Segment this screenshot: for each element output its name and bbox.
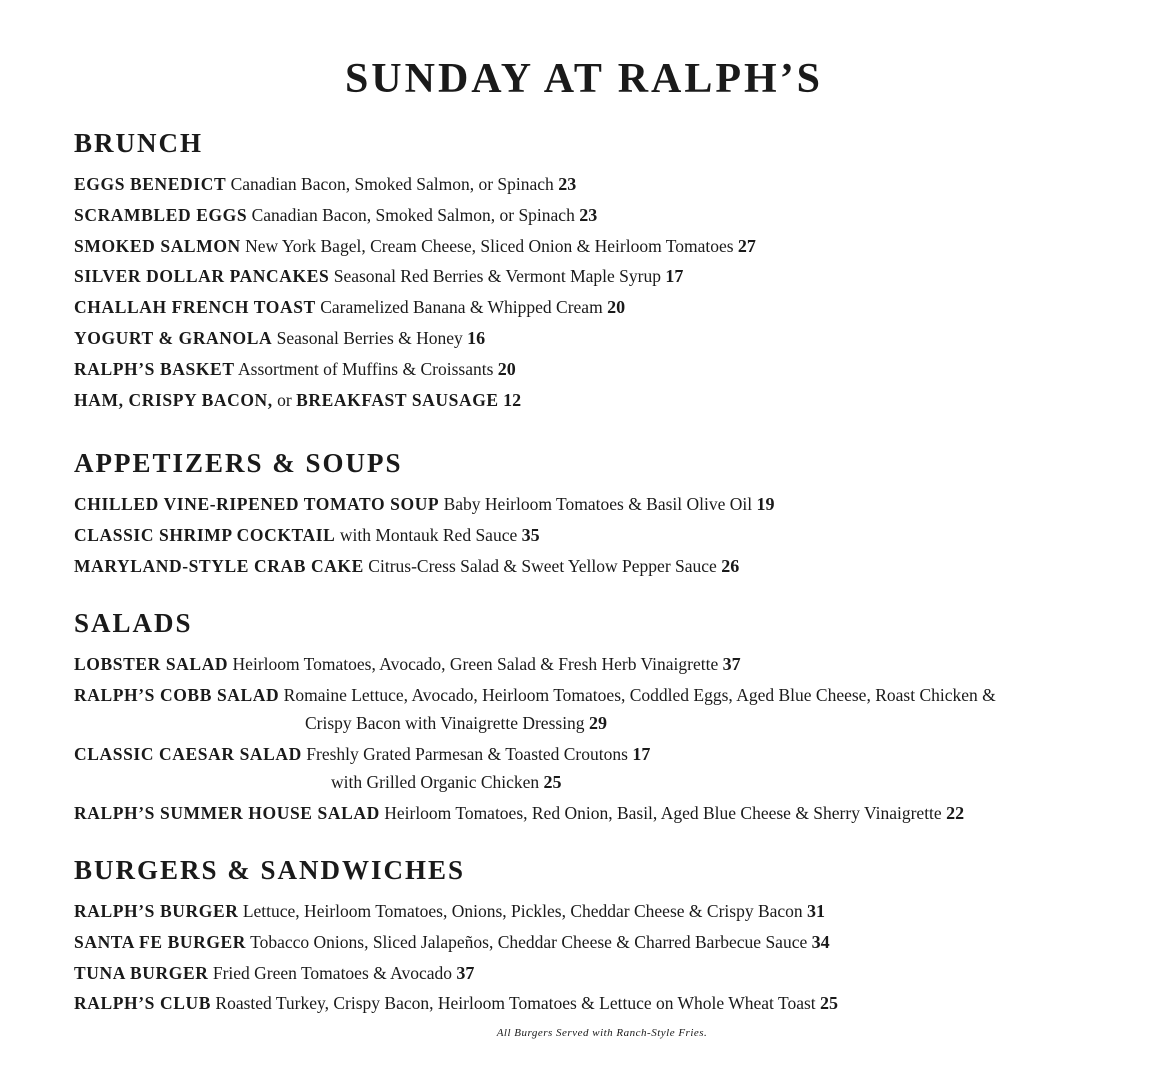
- item-name: CLASSIC CAESAR SALAD: [74, 743, 302, 764]
- section-heading: BURGERS & SANDWICHES: [74, 855, 466, 885]
- item-description: Fried Green Tomatoes & Avocado: [212, 962, 453, 983]
- item-price: 20: [607, 297, 626, 318]
- section-heading: SALADS: [74, 608, 193, 638]
- menu-title: SUNDAY AT RALPH’S: [344, 56, 824, 102]
- menu-item: [74, 649, 1134, 680]
- item-description: or: [277, 389, 292, 410]
- item-name: CLASSIC SHRIMP COCKTAIL: [74, 524, 336, 545]
- item-description: Lettuce, Heirloom Tomatoes, Onions, Pickles, Cheddar Cheese & Crispy Bacon: [242, 901, 803, 921]
- menu-item: [74, 798, 1134, 829]
- menu-item: [74, 896, 1134, 927]
- menu-item: [74, 680, 1134, 739]
- menu-footnote: All Burgers Served with Ranch-Style Fries.: [496, 1027, 708, 1039]
- item-name: SILVER DOLLAR PANCAKES: [74, 266, 330, 287]
- item-description: Heirloom Tomatoes, Avocado, Green Salad & Fresh Herb Vinaigrette: [232, 654, 719, 674]
- item-description: Heirloom Tomatoes, Red Onion, Basil, Aged Blue Cheese & Sherry Vinaigrette: [384, 802, 942, 823]
- item-price: 19: [756, 494, 775, 514]
- item-name: SANTA FE BURGER: [74, 931, 247, 952]
- item-description: Seasonal Berries & Honey: [276, 327, 463, 348]
- item-description: Canadian Bacon, Smoked Salmon, or Spinach: [251, 204, 575, 225]
- item-price: 26: [721, 555, 740, 576]
- item-price: 35: [521, 524, 540, 545]
- item-price: 31: [807, 901, 826, 921]
- item-description: Tobacco Onions, Sliced Jalapeños, Cheddar Cheese & Charred Barbecue Sauce: [250, 931, 808, 952]
- menu-item: [74, 551, 1134, 582]
- item-price: 29: [588, 712, 607, 733]
- item-price: 27: [737, 235, 756, 256]
- section-burgers-sandwiches: [74, 854, 1134, 1019]
- item-name: MARYLAND-STYLE CRAB CAKE: [74, 555, 364, 576]
- item-name: RALPH’S BURGER: [74, 901, 239, 921]
- item-description: Roasted Turkey, Crispy Bacon, Heirloom Tomatoes & Lettuce on Whole Wheat Toast: [215, 993, 816, 1014]
- section-appetizers-soups: [74, 447, 1134, 581]
- item-price: 20: [497, 358, 516, 379]
- item-description-line2: Crispy Bacon with Vinaigrette Dressing: [305, 712, 585, 733]
- menu-item: [74, 200, 1134, 231]
- menu-item: [74, 354, 1134, 385]
- item-description: with Montauk Red Sauce: [339, 524, 518, 545]
- section-heading: BRUNCH: [74, 128, 204, 158]
- item-description: Caramelized Banana & Whipped Cream: [320, 297, 603, 318]
- item-price: 37: [722, 654, 741, 674]
- item-name: RALPH’S BASKET: [74, 358, 235, 379]
- item-description: Canadian Bacon, Smoked Salmon, or Spinach: [230, 174, 554, 194]
- item-addon: [74, 768, 1134, 796]
- menu-item: [74, 489, 1134, 520]
- item-price: 17: [632, 743, 651, 764]
- item-price: 25: [820, 993, 839, 1014]
- item-price: 23: [579, 204, 598, 225]
- item-name: LOBSTER SALAD: [74, 654, 229, 674]
- section-salads: [74, 607, 1134, 829]
- menu-item: [74, 988, 1134, 1019]
- item-name: RALPH’S CLUB: [74, 993, 212, 1014]
- menu-item: [74, 231, 1134, 262]
- item-name: RALPH’S COBB SALAD: [74, 684, 280, 705]
- menu-item: [74, 323, 1134, 354]
- menu-item: [74, 927, 1134, 958]
- item-description: Freshly Grated Parmesan & Toasted Croutons: [306, 743, 628, 764]
- item-addon-description: with Grilled Organic Chicken: [331, 771, 540, 792]
- item-description: Seasonal Red Berries & Vermont Maple Syrup: [333, 266, 661, 287]
- item-name: SCRAMBLED EGGS: [74, 204, 248, 225]
- item-price: 34: [811, 931, 830, 952]
- item-name: SMOKED SALMON: [74, 235, 241, 256]
- item-price: 37: [456, 962, 475, 983]
- item-price: 12: [503, 389, 522, 410]
- item-price: 22: [946, 802, 965, 823]
- item-description-continued: [74, 709, 1134, 737]
- item-name: RALPH’S SUMMER HOUSE SALAD: [74, 802, 380, 823]
- menu-item: [74, 292, 1134, 323]
- item-name: CHALLAH FRENCH TOAST: [74, 297, 316, 318]
- menu-item: [74, 261, 1134, 292]
- menu-item: [74, 385, 1134, 416]
- item-name: EGGS BENEDICT: [74, 174, 227, 194]
- item-description: Assortment of Muffins & Croissants: [238, 358, 494, 379]
- section-heading: APPETIZERS & SOUPS: [74, 448, 403, 478]
- item-name: CHILLED VINE-RIPENED TOMATO SOUP: [74, 494, 440, 514]
- item-price: 16: [467, 327, 486, 348]
- item-name: YOGURT & GRANOLA: [74, 327, 273, 348]
- section-brunch: [74, 127, 1134, 415]
- item-name: TUNA BURGER: [74, 962, 209, 983]
- item-price: 17: [665, 266, 684, 287]
- item-name-secondary: BREAKFAST SAUSAGE: [296, 389, 499, 410]
- item-description: Citrus-Cress Salad & Sweet Yellow Pepper Sauce: [368, 555, 717, 576]
- item-addon-price: 25: [543, 771, 562, 792]
- menu-item: [74, 169, 1134, 200]
- menu-item: [74, 739, 1134, 798]
- menu-item: [74, 958, 1134, 989]
- menu-item: [74, 520, 1134, 551]
- item-name: HAM, CRISPY BACON,: [74, 389, 273, 410]
- item-description: Romaine Lettuce, Avocado, Heirloom Tomatoes, Coddled Eggs, Aged Blue Cheese, Roast Chicken &: [283, 684, 996, 705]
- item-price: 23: [558, 174, 577, 194]
- item-description: New York Bagel, Cream Cheese, Sliced Onion & Heirloom Tomatoes: [245, 235, 734, 256]
- item-description: Baby Heirloom Tomatoes & Basil Olive Oil: [443, 494, 753, 514]
